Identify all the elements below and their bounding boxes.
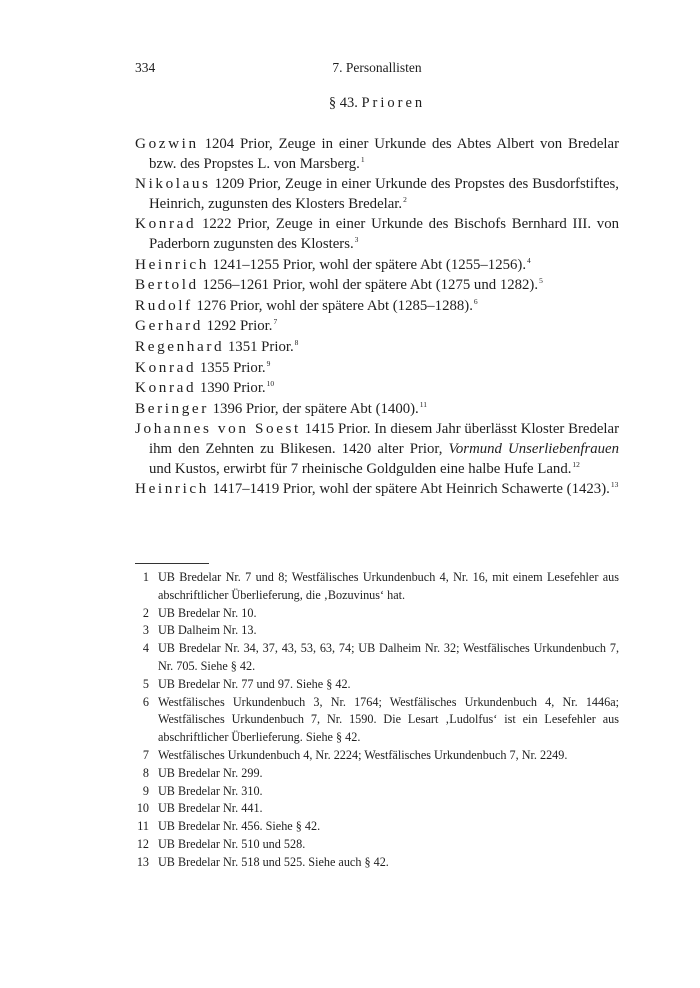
footnote-ref: 13: [610, 480, 619, 490]
footnote: [135, 765, 619, 783]
prior-name: Beringer: [135, 399, 209, 417]
page-header: [135, 60, 619, 80]
prior-entry: [135, 358, 619, 379]
prior-name: Gozwin: [135, 135, 199, 152]
prior-entry: [135, 479, 619, 500]
footnote-number: 3: [142, 623, 149, 638]
footnote: [135, 622, 619, 640]
footnote: [135, 783, 619, 801]
prior-entry: [135, 275, 619, 296]
footnote-ref: 1: [360, 154, 365, 164]
footnote-text: UB Bredelar Nr. 518 und 525. Siehe auch § 42.: [158, 854, 389, 869]
footnote-number: 12: [136, 836, 149, 851]
footnote-text: UB Bredelar Nr. 310.: [158, 783, 263, 798]
prior-name: Bertold: [135, 276, 199, 294]
prior-name: Konrad: [135, 215, 197, 233]
footnote-text: UB Bredelar Nr. 7 und 8; Westfälisches Urkundenbuch 4, Nr. 16, mit einem Lesefehler aus abschriftlicher Überlieferung, die ‚Bozuvinus‘ hat.: [158, 570, 619, 602]
prior-name: Regenhard: [135, 337, 225, 355]
footnote-text: UB Bredelar Nr. 456. Siehe § 42.: [158, 819, 321, 834]
footnote-ref: 7: [273, 317, 278, 327]
footnote-text: UB Bredelar Nr. 510 und 528.: [158, 836, 306, 851]
footnote-number: 1: [142, 570, 149, 584]
prior-entry: [135, 255, 619, 276]
prior-text: 1241–1255 Prior, wohl der spätere Abt (1255–1256).: [212, 256, 527, 273]
footnote: [135, 800, 619, 818]
footnote: [135, 694, 619, 747]
prior-entry: [135, 214, 619, 254]
prior-text: 1292 Prior.: [206, 318, 273, 335]
footnote: [135, 640, 619, 676]
section-mark: § 43.: [328, 95, 358, 111]
footnote: [135, 836, 619, 854]
prior-name: Rudolf: [135, 296, 193, 314]
prior-name: Nikolaus: [135, 175, 211, 193]
page-number: 334: [135, 60, 156, 75]
prior-text: 1222 Prior, Zeuge in einer Urkunde des Bischofs Bernhard III. von Paderborn zugunsten des Klosters.: [149, 216, 620, 252]
footnote-number: 2: [142, 605, 149, 620]
footnote-ref: 8: [294, 337, 299, 347]
footnote-text: Westfälisches Urkundenbuch 4, Nr. 2224; Westfälisches Urkundenbuch 7, Nr. 2249.: [158, 747, 568, 762]
footnotes: [135, 569, 619, 872]
prior-entry: [135, 337, 619, 358]
prior-name: Konrad: [135, 358, 197, 376]
footnote-number: 10: [136, 801, 149, 816]
footnote: [135, 854, 619, 872]
prior-entry: [135, 296, 619, 317]
prior-entry: [135, 399, 619, 420]
footnote-rule: [135, 563, 209, 564]
footnote-number: 4: [142, 641, 149, 656]
prior-text: 1396 Prior, der spätere Abt (1400).: [212, 400, 419, 417]
footnote-number: 9: [142, 783, 149, 798]
prior-text: 1390 Prior.: [199, 380, 266, 397]
prior-text-italic: Vormund Unserliebenfrauen: [448, 440, 619, 457]
footnote-text: UB Bredelar Nr. 10.: [158, 605, 257, 620]
footnote: [135, 605, 619, 623]
prior-text: 1204 Prior, Zeuge in einer Urkunde des Abtes Albert von Bredelar bzw. des Propstes L. von Marsberg.: [149, 136, 619, 172]
footnote-text: UB Dalheim Nr. 13.: [158, 623, 257, 638]
footnote: [135, 676, 619, 694]
footnote-number: 6: [142, 694, 149, 709]
prior-name: Heinrich: [135, 480, 209, 498]
prior-entry: [135, 316, 619, 337]
prior-text: 1351 Prior.: [227, 338, 294, 355]
footnote: [135, 569, 619, 605]
footnote-ref: 3: [354, 234, 359, 244]
footnote-text: UB Bredelar Nr. 441.: [158, 801, 263, 816]
prior-text: 1355 Prior.: [199, 359, 266, 376]
footnote-text: Westfälisches Urkundenbuch 3, Nr. 1764; Westfälisches Urkundenbuch 4, Nr. 1446a; Westfälisches Urkundenbuch 7, Nr. 1590. Die Lesart ‚Ludolfus‘ ist ein Lesefehler aus abschriftlicher Überlieferung. Siehe § 42.: [158, 694, 619, 745]
prior-entry: [135, 174, 619, 214]
prior-text: 1276 Prior, wohl der spätere Abt (1285–1288).: [196, 297, 473, 314]
footnote-number: 7: [142, 747, 149, 762]
running-head: 7. Personallisten: [332, 60, 422, 75]
footnote-ref: 11: [419, 399, 427, 409]
prior-text: und Kustos, erwirbt für 7 rheinische Goldgulden eine halbe Hufe Land.: [149, 460, 572, 477]
footnote-ref: 5: [539, 276, 543, 286]
footnote-ref: 12: [572, 459, 580, 469]
prior-entry: [135, 419, 619, 479]
section-heading: [135, 95, 619, 112]
prior-text: 1256–1261 Prior, wohl der spätere Abt (1275 und 1282).: [202, 277, 539, 294]
footnote-ref: 10: [266, 379, 275, 389]
footnote-ref: 6: [473, 296, 478, 306]
footnote-text: UB Bredelar Nr. 77 und 97. Siehe § 42.: [158, 676, 351, 691]
footnote-number: 13: [136, 854, 149, 869]
prior-text: 1417–1419 Prior, wohl der spätere Abt Heinrich Schawerte (1423).: [212, 481, 610, 498]
footnote-number: 11: [137, 819, 149, 834]
footnote: [135, 818, 619, 836]
footnote-ref: 2: [403, 194, 407, 204]
prior-text: 1209 Prior, Zeuge in einer Urkunde des Propstes des Busdorfstiftes, Heinrich, zugunsten des Klosters Bredelar.: [149, 176, 620, 212]
prior-entry: [135, 134, 619, 174]
prior-name: Johannes von Soest: [135, 420, 301, 438]
footnote-number: 8: [142, 765, 149, 780]
prior-text: 1415 Prior. In diesem Jahr überlässt Kloster Bredelar ihm den Zehnten zu Blikesen. 1420 alter Prior,: [149, 421, 620, 457]
footnote-text: UB Bredelar Nr. 299.: [158, 765, 263, 780]
prior-entry: [135, 378, 619, 399]
prior-name: Konrad: [135, 379, 197, 397]
prior-list: [135, 134, 619, 500]
footnote: [135, 747, 619, 765]
prior-name: Gerhard: [135, 317, 203, 335]
footnote-text: UB Bredelar Nr. 34, 37, 43, 53, 63, 74; UB Dalheim Nr. 32; Westfälisches Urkundenbuch 7, Nr. 705. Siehe § 42.: [158, 641, 619, 673]
prior-name: Heinrich: [135, 255, 209, 273]
section-title: Prioren: [361, 95, 426, 111]
footnote-ref: 4: [527, 255, 531, 265]
footnote-ref: 9: [266, 358, 271, 368]
footnote-number: 5: [142, 676, 149, 691]
